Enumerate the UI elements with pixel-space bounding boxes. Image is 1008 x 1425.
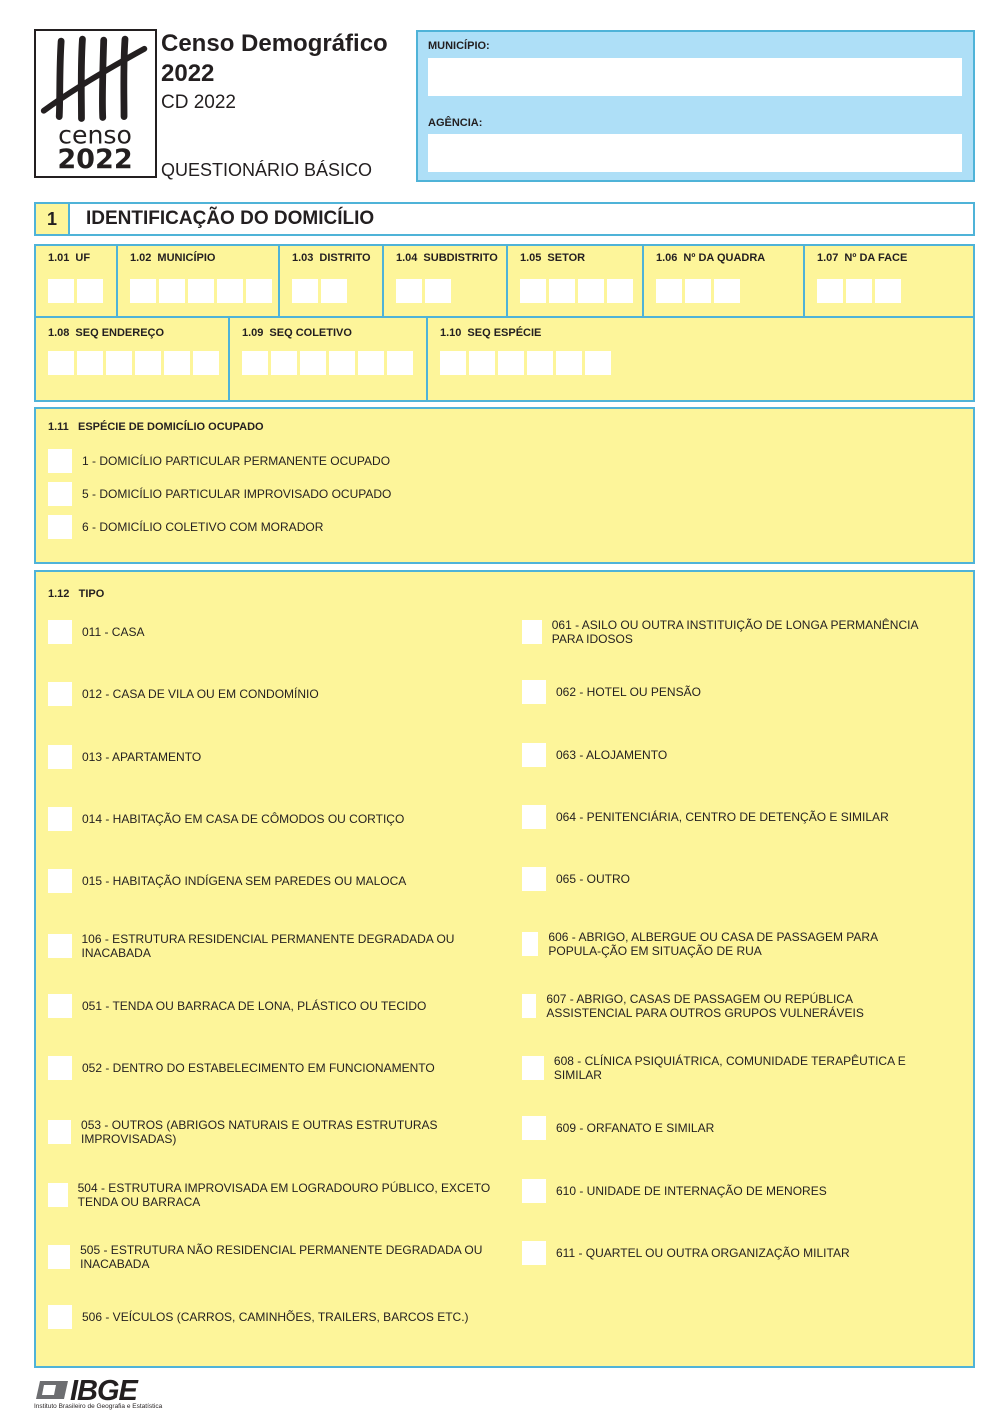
digit-boxes [48,279,103,303]
census-title [161,29,388,89]
option-label: 011 - CASA [82,625,145,639]
checkbox[interactable] [48,994,72,1018]
digit-input[interactable] [300,351,326,375]
digit-input[interactable] [387,351,413,375]
field-1-01 [36,246,118,316]
checkbox[interactable] [48,1305,72,1329]
checkbox[interactable] [522,1179,546,1203]
ibge-brand: IBGE [70,1375,137,1407]
option-label: 012 - CASA DE VILA OU EM CONDOMÍNIO [82,687,319,702]
field-number: 1.08 [48,327,70,339]
digit-input[interactable] [329,351,355,375]
digit-input[interactable] [846,279,872,303]
field-label-text: SEQ COLETIVO [269,327,352,339]
option-label: 063 - ALOJAMENTO [556,747,668,762]
field-label-text: MUNICÍPIO [157,252,216,264]
identification-codes-panel [34,244,975,402]
field-label-text: SETOR [547,252,586,264]
checkbox[interactable] [48,682,72,706]
digit-input[interactable] [556,351,582,375]
option-label: 1 - DOMICÍLIO PARTICULAR PERMANENTE OCUPADO [82,454,391,468]
digit-boxes [48,351,219,375]
field-1-06 [644,246,805,316]
digit-input[interactable] [135,351,161,375]
field-label [817,252,907,264]
q112-option [522,680,922,704]
option-label: 106 - ESTRUTURA RESIDENCIAL PERMANENTE DEGRADADA OU INACABADA [81,931,455,960]
field-label [242,327,352,339]
option-label: 611 - QUARTEL OU OUTRA ORGANIZAÇÃO MILITAR [556,1246,850,1260]
field-label [48,327,164,339]
field-number: 1.04 [396,252,418,264]
digit-boxes [130,279,272,303]
field-1-04 [384,246,508,316]
digit-boxes [242,351,413,375]
municipio-input[interactable] [428,58,962,96]
checkbox[interactable] [48,1183,68,1207]
agencia-input[interactable] [428,134,962,172]
location-box [416,30,975,182]
q112-option [48,932,518,960]
option-label: 610 - UNIDADE DE INTERNAÇÃO DE MENORES [556,1183,827,1198]
option-label: 505 - ESTRUTURA NÃO RESIDENCIAL PERMANENTE DEGRADADA OU INACABADA [80,1243,483,1271]
digit-input[interactable] [469,351,495,375]
digit-input[interactable] [48,351,74,375]
option-label: 015 - HABITAÇÃO INDÍGENA SEM PAREDES OU MALOCA [82,874,407,889]
field-label-text: UF [75,252,91,264]
digit-input[interactable] [817,279,843,303]
option-label: 6 - DOMICÍLIO COLETIVO COM MORADOR [82,520,324,534]
codes-row-2 [36,318,973,402]
q112-option [48,620,518,644]
logo-text-censo: censo [58,120,132,150]
digit-input[interactable] [396,279,422,303]
checkbox[interactable] [48,620,72,644]
digit-input[interactable] [271,351,297,375]
q111-title-text: ESPÉCIE DE DOMICÍLIO OCUPADO [77,421,264,433]
section-number: 1 [36,204,70,234]
q112-option [522,1241,922,1265]
q112-option [48,1056,518,1080]
option-label: 062 - HOTEL OU PENSÃO [556,685,701,700]
option-label: 013 - APARTAMENTO [82,749,202,764]
field-label [130,252,215,264]
section-title: IDENTIFICAÇÃO DO DOMICÍLIO [86,208,375,229]
ibge-logo [34,1377,164,1413]
logo-text-year: 2022 [57,143,133,175]
option-label: 506 - VEÍCULOS (CARROS, CAMINHÕES, TRAILERS, BARCOS ETC.) [82,1310,469,1325]
field-label-text: SEQ ESPÉCIE [467,327,542,339]
field-label-text: Nº DA QUADRA [683,252,766,264]
field-label-text: DISTRITO [319,252,371,264]
ibge-institution: Instituto Brasileiro de Geografia e Estatística [34,1403,163,1410]
q111-option [48,515,323,539]
field-number: 1.10 [440,327,462,339]
option-label: 608 - CLÍNICA PSIQUIÁTRICA, COMUNIDADE TERAPÊUTICA E SIMILAR [553,1054,906,1083]
field-1-02 [118,246,280,316]
digit-boxes [656,279,740,303]
option-label: 609 - ORFANATO E SIMILAR [556,1121,715,1136]
agencia-label: AGÊNCIA: [428,117,483,129]
checkbox[interactable] [522,867,546,891]
field-label [48,252,90,264]
q112-option [48,745,518,769]
checkbox[interactable] [522,620,542,644]
option-label: 053 - OUTROS (ABRIGOS NATURAIS E OUTRAS ESTRUTURAS IMPROVISADAS) [81,1118,438,1147]
digit-input[interactable] [498,351,524,375]
digit-input[interactable] [242,351,268,375]
field-1-07 [805,246,973,316]
q112-option [48,807,518,831]
digit-input[interactable] [875,279,901,303]
census-code: CD 2022 [161,92,236,113]
digit-input[interactable] [585,351,611,375]
option-label: 5 - DOMICÍLIO PARTICULAR IMPROVISADO OCUPADO [82,487,392,501]
q111-panel [34,407,975,564]
checkbox[interactable] [48,934,72,958]
digit-input[interactable] [358,351,384,375]
digit-input[interactable] [188,279,214,303]
checkbox[interactable] [522,932,538,956]
option-label: 064 - PENITENCIÁRIA, CENTRO DE DETENÇÃO E SIMILAR [556,809,889,824]
field-label-text: Nº DA FACE [844,252,908,264]
field-label [396,252,498,264]
field-label [440,327,541,339]
digit-input[interactable] [527,351,553,375]
field-number: 1.02 [130,252,152,264]
field-1-10 [428,318,973,402]
field-1-03 [280,246,384,316]
q112-option [522,992,922,1020]
q111-title [48,421,264,433]
q112-panel [34,570,975,1368]
field-number: 1.09 [242,327,264,339]
field-number: 1.07 [817,252,839,264]
digit-input[interactable] [159,279,185,303]
checkbox[interactable] [522,680,546,704]
option-label: 504 - ESTRUTURA IMPROVISADA EM LOGRADOURO PÚBLICO, EXCETO TENDA OU BARRACA [77,1180,491,1209]
q112-title [48,588,104,600]
field-label-text: SUBDISTRITO [423,252,498,264]
digit-boxes [520,279,633,303]
field-number: 1.03 [292,252,314,264]
checkbox[interactable] [48,1120,71,1144]
q112-number: 1.12 [48,588,70,600]
ibge-mark-icon [34,1379,70,1401]
digit-input[interactable] [578,279,604,303]
tally-marks-icon [36,31,155,176]
digit-input[interactable] [193,351,219,375]
q112-option [48,1118,518,1146]
q112-title-text: TIPO [78,588,105,600]
checkbox[interactable] [48,745,72,769]
digit-input[interactable] [77,279,103,303]
checkbox[interactable] [48,807,72,831]
option-label: 607 - ABRIGO, CASAS DE PASSAGEM OU REPÚBLICA ASSISTENCIAL PARA OUTROS GRUPOS VULNERÁVEIS [546,991,864,1020]
q111-number: 1.11 [48,421,69,433]
digit-input[interactable] [656,279,682,303]
digit-boxes [396,279,451,303]
field-1-09 [230,318,428,402]
digit-input[interactable] [217,279,243,303]
q112-option [522,930,922,958]
digit-input[interactable] [321,279,347,303]
digit-input[interactable] [549,279,575,303]
section-header [34,202,975,236]
checkbox[interactable] [48,515,72,539]
field-1-05 [508,246,644,316]
q112-option [522,743,922,767]
questionnaire-type: QUESTIONÁRIO BÁSICO [161,160,373,180]
title-text: Censo Demográfico [161,30,388,57]
q112-option [48,994,518,1018]
field-label [520,252,585,264]
checkbox[interactable] [48,1056,72,1080]
q112-option [48,1243,518,1271]
digit-input[interactable] [246,279,272,303]
digit-input[interactable] [48,279,74,303]
digit-input[interactable] [425,279,451,303]
digit-boxes [440,351,611,375]
option-label: 014 - HABITAÇÃO EM CASA DE CÔMODOS OU CORTIÇO [82,811,405,826]
digit-input[interactable] [520,279,546,303]
option-label: 052 - DENTRO DO ESTABELECIMENTO EM FUNCIONAMENTO [82,1061,435,1076]
q112-option [522,1116,922,1140]
digit-input[interactable] [77,351,103,375]
q111-option [48,449,390,473]
digit-input[interactable] [164,351,190,375]
digit-input[interactable] [714,279,740,303]
checkbox[interactable] [522,1056,544,1080]
q112-option [48,1305,518,1329]
checkbox[interactable] [522,1116,546,1140]
option-label: 606 - ABRIGO, ALBERGUE OU CASA DE PASSAGEM PARA POPULA-ÇÃO EM SITUAÇÃO DE RUA [548,929,878,958]
field-label [292,252,371,264]
field-label [656,252,765,264]
municipio-label: MUNICÍPIO: [428,40,490,52]
q112-option [522,1179,922,1203]
checkbox[interactable] [48,869,72,893]
option-label: 065 - OUTRO [556,872,631,887]
digit-input[interactable] [440,351,466,375]
digit-input[interactable] [292,279,318,303]
title-year: 2022 [161,60,215,87]
option-label: 061 - ASILO OU OUTRA INSTITUIÇÃO DE LONGA PERMANÊNCIA PARA IDOSOS [551,618,918,646]
q112-option [522,867,922,891]
digit-input[interactable] [106,351,132,375]
field-1-08 [36,318,230,402]
field-label-text: SEQ ENDEREÇO [75,327,165,339]
digit-input[interactable] [130,279,156,303]
checkbox[interactable] [522,743,546,767]
digit-boxes [292,279,347,303]
checkbox[interactable] [48,449,72,473]
digit-boxes [817,279,901,303]
field-number: 1.05 [520,252,542,264]
q112-option [48,682,518,706]
checkbox[interactable] [522,1241,546,1265]
checkbox[interactable] [48,482,72,506]
q111-option [48,482,391,506]
q112-option [522,805,922,829]
checkbox[interactable] [48,1245,70,1269]
checkbox[interactable] [522,994,536,1018]
field-number: 1.01 [48,252,70,264]
digit-input[interactable] [607,279,633,303]
q112-option [522,1054,922,1082]
option-label: 051 - TENDA OU BARRACA DE LONA, PLÁSTICO OU TECIDO [82,998,427,1013]
q112-option [522,618,922,646]
q112-option [48,1181,518,1209]
q112-option [48,869,518,893]
censo-2022-logo [34,29,157,178]
field-number: 1.06 [656,252,678,264]
digit-input[interactable] [685,279,711,303]
checkbox[interactable] [522,805,546,829]
